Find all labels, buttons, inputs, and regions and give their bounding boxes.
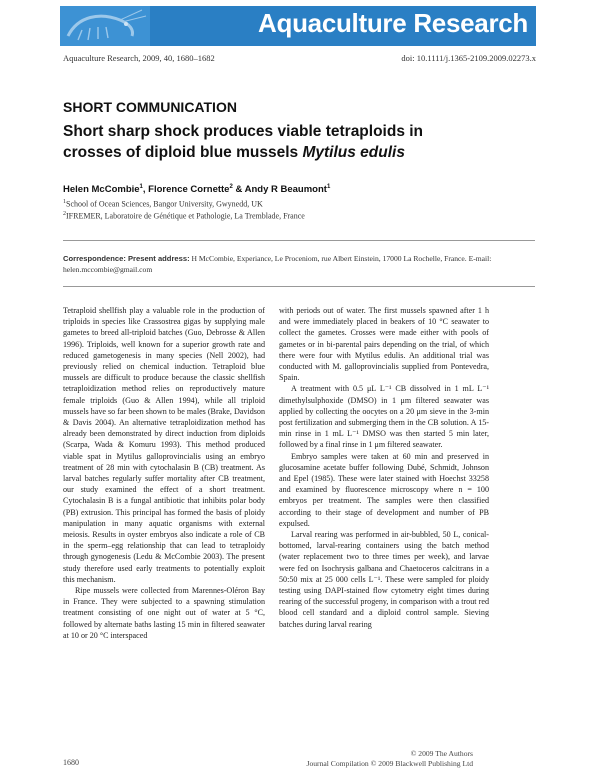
journal-banner [60, 6, 536, 46]
author-name: Helen McCombie [63, 184, 140, 196]
article-title: Short sharp shock produces viable tetraploids in crosses of diploid blue mussels Mytilus edulis [63, 123, 424, 161]
body-column-right [279, 305, 489, 630]
doi-link[interactable]: doi: 10.1111/j.1365-2109.2009.02273.x [401, 53, 536, 63]
body-paragraph: Larval rearing was performed in air-bubbled, 50 L, conical-bottomed, larval-rearing containers using the batch method (water replacement two to three times per week), and larvae were fed on Isochrysis galbana and Chaetoceros calcitrans in a 50:50 mix at 25 000 cells L⁻¹. These were sampled for ploidy testing using DAPI-stained flow cytometry eight times during rearing of the successful progeny, in comparison with a trout red blood cell standard and a diploid control sample. Sieving batches during larval rearing [279, 530, 489, 629]
body-column-left [63, 305, 265, 641]
divider [63, 240, 535, 241]
affiliation: $^1$School of Ocean Sciences, Bangor University, Gwynedd, UK [63, 199, 263, 209]
body-paragraph: Ripe mussels were collected from Marennes-Oléron Bay in France. They were subjected to a spawning stimulation treatment consisting of one night out of water at 5 °C, followed by alternate baths lasting 15 min in filtered seawater at 10 or 20 °C interspaced [63, 586, 265, 640]
body-paragraph: Tetraploid shellfish play a valuable role in the production of triploids in species like Crassostrea gigas by supplying male gametes to breed all-triploid batches (Guo, Debrosse & Allen 1996). Triploids, well known for a superior growth rate and reduced gametogenesis in many species (Nell 2002), had previously relied on chemical induction. Tetraploid blue mussels are difficult to produce because the classic shellfish tetraploidization method relies on reproductively mature female triploids (Guo & Allen 1994), while all triploid mussels have so far been shown to be males (Brake, Davidson & Davis 2004). An alternative tetraploidization method has already been demonstrated by direct induction from diploids (Scarpa, Wada & Komuru 1993). This method produced viable spat in Mytilus galloprovincialis using an embryo treatment of 28 min with cytochalasin B (CB) treatment. As larval batches regularly suffer mortality after CB treatment, our study examined the effect of a short treatment. Cytochalasin B is a fungal antibiotic that inhibits polar body (PB) extrusion. This principal has formed the basis of ploidy manipulation in many aquatic organisms with external meiosis. Results in oyster embryos also indicate a role of CB in the sperm–egg relationship that can lead to tetraploidy through gynogenesis (Ledu & McCombie 2003). The present study therefore used early treatments to potentially exploit this mechanism. [63, 306, 265, 584]
shrimp-logo-icon [60, 6, 150, 46]
journal-citation: Aquaculture Research, 2009, 40, 1680–1682 [63, 53, 215, 63]
body-paragraph: Embryo samples were taken at 60 min and preserved in glucosamine acetate buffer following Dubé, Schmidt, Johnson and Epel (1985). These were later stained with Hoechst 33258 and examined by fluorescence microscopy where n = 100 embryos per treatment. The samples were then classified according to their stage of development and number of PB expulsed. [279, 451, 489, 528]
author-list: Helen McCombie$^1$, Florence Cornette$^2$ & Andy R Beaumont$^1$ [63, 184, 331, 196]
author-name: Florence Cornette [148, 184, 230, 196]
affiliation: $^2$IFREMER, Laboratoire de Génétique et Pathologie, La Tremblade, France [63, 211, 305, 221]
page-number: 1680 [63, 758, 79, 767]
copyright-notice: © 2009 The Authors Journal Compilation © 2009 Blackwell Publishing Ltd [306, 749, 473, 768]
author-name: Andy R Beaumont [244, 184, 327, 196]
divider [63, 286, 535, 287]
correspondence-note: Correspondence: Present address: H McCombie, Experiance, Le Proceniom, rue Albert Einstein, 17000 La Rochelle, France. E-mail: helen.mccombie@gmail.com [63, 254, 492, 274]
section-type-heading: SHORT COMMUNICATION [63, 99, 237, 115]
body-paragraph: with periods out of water. The first mussels spawned after 1 h and were immediately placed in beakers of 10 °C seawater to collect the gametes. Crosses were made either with pools of gametes or in bi-parental pairs depending on the trial, of which there were four with Mytilus edulis. An additional trial was conducted with M. galloprovincialis supplied from Pontevedra, Spain. [279, 306, 489, 383]
journal-name: Aquaculture Research [258, 8, 528, 38]
body-paragraph: A treatment with 0.5 μL L⁻¹ CB dissolved in 1 mL L⁻¹ dimethylsulphoxide (DMSO) in 1 μm filtered seawater was applied by collecting the oocytes on a 20 μm sieve in the 3-min post fertilization and submerging them in the CB solution. A 15-min rinse in 1 mL L⁻¹ DMSO was then started 5 min later, followed by a final rinse in 1 μm filtered seawater. [279, 384, 489, 450]
